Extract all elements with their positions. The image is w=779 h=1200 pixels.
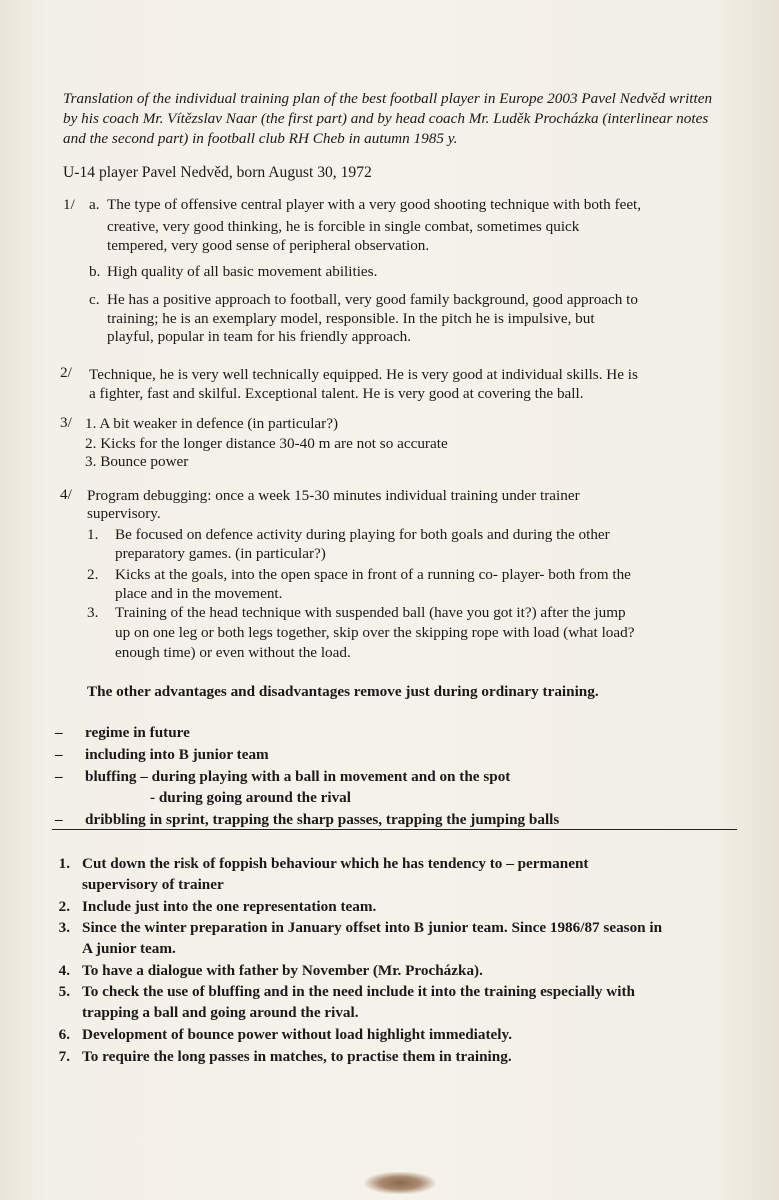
section-4-item-line: Training of the head technique with suspended ball (have you got it?) after the jump <box>115 604 626 621</box>
section-3-line: 2. Kicks for the longer distance 30-40 m are not so accurate <box>85 435 448 452</box>
final-item-number: 4. <box>58 962 70 979</box>
final-item-line: A junior team. <box>82 940 176 957</box>
section-4-line: Program debugging: once a week 15-30 minutes individual training under trainer <box>87 487 580 504</box>
dash-item: dribbling in sprint, trapping the sharp passes, trapping the jumping balls <box>85 811 560 828</box>
final-item-line: Since the winter preparation in January offset into B junior team. Since 1986/87 season in <box>82 919 663 936</box>
section-2-line: a fighter, fast and skilful. Exceptional talent. He is very good at covering the ball. <box>89 385 584 402</box>
section-2-line: Technique, he is very well technically equipped. He is very good at individual skills. He is <box>89 366 638 383</box>
section-4-item-line: Kicks at the goals, into the open space in front of a running co- player- both from the <box>115 566 631 583</box>
section-1b-label: b. <box>89 263 101 280</box>
section-4-number: 4/ <box>60 486 72 503</box>
final-item-number: 6. <box>58 1026 70 1043</box>
section-4-item-line: place and in the movement. <box>115 585 283 602</box>
dash-item: including into B junior team <box>85 746 269 763</box>
section-4-item-line: up on one leg or both legs together, skip over the skipping rope with load (what load? <box>115 624 635 641</box>
dash-item: bluffing – during playing with a ball in movement and on the spot <box>85 768 511 785</box>
final-item-line: supervisory of trainer <box>82 876 224 893</box>
dash-mark: – <box>55 746 63 763</box>
section-1c-line: He has a positive approach to football, very good family background, good approach to <box>107 291 638 308</box>
final-item-number: 2. <box>58 898 70 915</box>
section-1a-label: a. <box>89 196 100 213</box>
section-3-line: 1. A bit weaker in defence (in particular?) <box>85 415 339 432</box>
section-4-item-number: 3. <box>87 604 99 621</box>
section-4-item-line: enough time) or even without the load. <box>115 644 351 661</box>
section-3-number: 3/ <box>60 414 72 431</box>
final-item-line: Development of bounce power without load highlight immediately. <box>82 1026 513 1043</box>
section-4-item-line: preparatory games. (in particular?) <box>115 545 326 562</box>
dash-item: regime in future <box>85 724 190 741</box>
final-item-line: To require the long passes in matches, to practise them in training. <box>82 1048 512 1065</box>
section-4-item-number: 1. <box>87 526 99 543</box>
dash-subitem: - during going around the rival <box>150 789 351 806</box>
final-item-number: 7. <box>58 1048 70 1065</box>
section-1-number: 1/ <box>63 196 75 213</box>
section-1c-label: c. <box>89 291 100 308</box>
section-1a-line: The type of offensive central player with a very good shooting technique with both feet, <box>107 196 642 213</box>
final-item-line: To check the use of bluffing and in the need include it into the training especially with <box>82 983 635 1000</box>
player-line: U-14 player Pavel Nedvěd, born August 30, 1972 <box>63 164 372 181</box>
dash-mark: – <box>55 724 63 741</box>
dash-mark: – <box>55 768 63 785</box>
final-item-number: 1. <box>58 855 70 872</box>
section-2-number: 2/ <box>60 364 72 381</box>
section-1b-text: High quality of all basic movement abilities. <box>107 263 378 280</box>
section-1a-line: tempered, very good sense of peripheral observation. <box>107 237 430 254</box>
section-1c-line: playful, popular in team for his friendly approach. <box>107 328 412 345</box>
final-item-line: Cut down the risk of foppish behaviour which he has tendency to – permanent <box>82 855 589 872</box>
section-3-line: 3. Bounce power <box>85 453 189 470</box>
section-4-item-number: 2. <box>87 566 99 583</box>
paper-smudge <box>365 1172 435 1194</box>
other-note: The other advantages and disadvantages remove just during ordinary training. <box>87 683 599 700</box>
intro-paragraph: Translation of the individual training plan of the best football player in Europe 2003 Pavel Nedvěd written by his coach Mr. Vítězslav Naar (the first part) and by head coach Mr. Luděk Procházka (interlinear notes and the second part) in football club RH Cheb in autumn 1985 y. <box>63 90 713 147</box>
section-1a-line: creative, very good thinking, he is forcible in single combat, sometimes quick <box>107 218 580 235</box>
final-item-number: 5. <box>58 983 70 1000</box>
section-1c-line: training; he is an exemplary model, responsible. In the pitch he is impulsive, but <box>107 310 595 327</box>
final-item-line: Include just into the one representation team. <box>82 898 377 915</box>
dash-mark: – <box>55 811 63 828</box>
divider-line <box>52 829 737 830</box>
final-item-line: trapping a ball and going around the rival. <box>82 1004 359 1021</box>
final-item-line: To have a dialogue with father by November (Mr. Procházka). <box>82 962 483 979</box>
section-4-line: supervisory. <box>87 505 161 522</box>
final-item-number: 3. <box>58 919 70 936</box>
section-4-item-line: Be focused on defence activity during playing for both goals and during the other <box>115 526 610 543</box>
